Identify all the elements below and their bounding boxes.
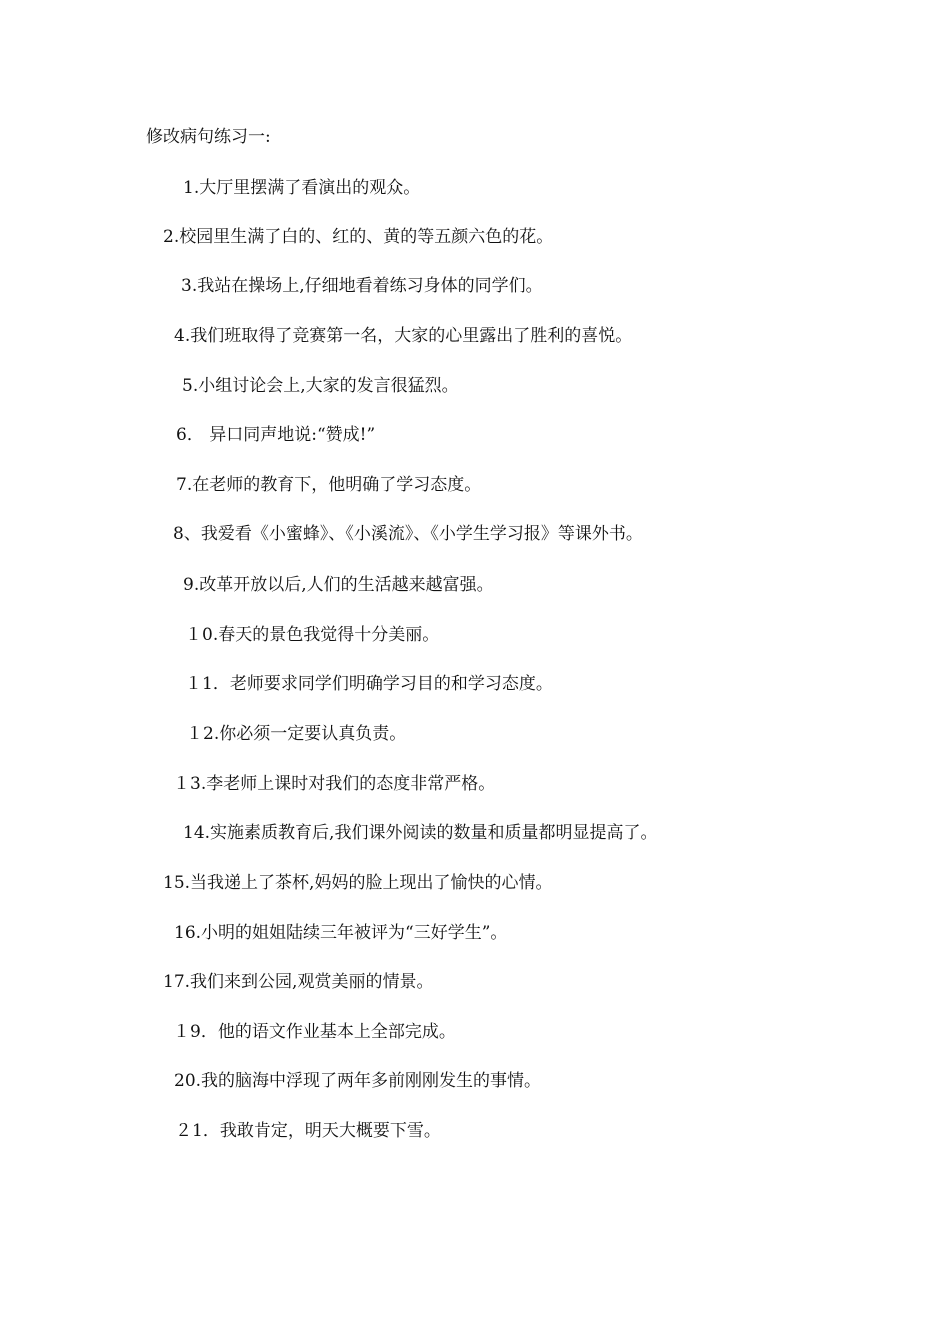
- sentence-line: １2.你必须一定要认真负责。: [186, 724, 407, 744]
- sentence-line: 9.改革开放以后,人们的生活越来越富强。: [183, 575, 494, 595]
- sentence-line: 15.当我递上了茶杯,妈妈的脸上现出了愉快的心情。: [163, 873, 553, 893]
- sentence-line: １3.李老师上课时对我们的态度非常严格。: [173, 774, 496, 794]
- sentence-line: 6． 异口同声地说:“赞成!”: [176, 425, 376, 445]
- sentence-line: ２1．我敢肯定，明天大概要下雪。: [175, 1121, 441, 1141]
- sentence-line: １9．他的语文作业基本上全部完成。: [173, 1022, 456, 1042]
- sentence-line: 5.小组讨论会上,大家的发言很猛烈。: [182, 376, 459, 396]
- sentence-line: 16.小明的姐姐陆续三年被评为“三好学生”。: [174, 923, 508, 943]
- sentence-line: 1.大厅里摆满了看演出的观众。: [183, 178, 421, 198]
- sentence-line: 8、我爱看《小蜜蜂》、《小溪流》、《小学生学习报》等课外书。: [173, 524, 643, 544]
- sentence-line: 2.校园里生满了白的、红的、黄的等五颜六色的花。: [163, 227, 554, 247]
- sentence-line: 20.我的脑海中浮现了两年多前刚刚发生的事情。: [174, 1071, 542, 1091]
- sentence-line: 7.在老师的教育下，他明确了学习态度。: [176, 475, 482, 495]
- exercise-title: 修改病句练习一:: [146, 127, 271, 147]
- sentence-line: １0.春天的景色我觉得十分美丽。: [185, 625, 440, 645]
- sentence-line: 17.我们来到公园,观赏美丽的情景。: [163, 972, 434, 992]
- sentence-line: 14.实施素质教育后,我们课外阅读的数量和质量都明显提高了。: [183, 823, 658, 843]
- sentence-line: 4.我们班取得了竞赛第一名，大家的心里露出了胜利的喜悦。: [174, 326, 633, 346]
- sentence-line: １1．老师要求同学们明确学习目的和学习态度。: [185, 674, 553, 694]
- sentence-line: 3.我站在操场上,仔细地看着练习身体的同学们。: [181, 276, 543, 296]
